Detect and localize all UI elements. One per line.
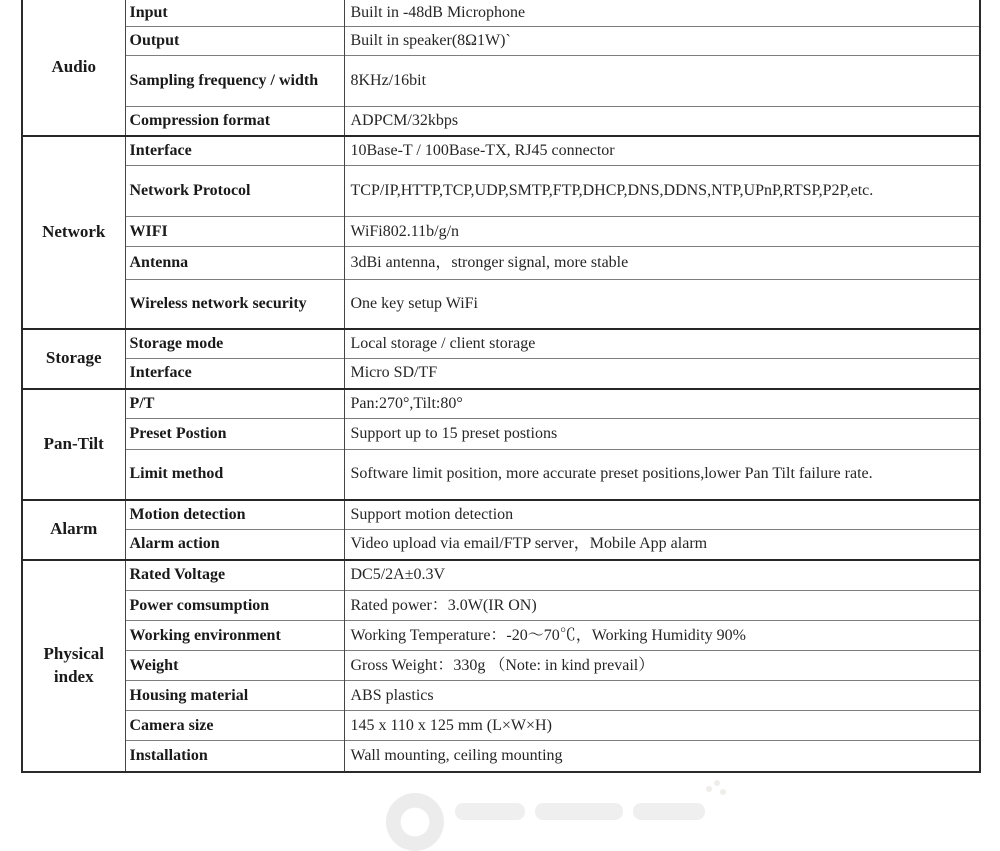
spec-value: Micro SD/TF [344,359,980,389]
spec-value: Wall mounting, ceiling mounting [344,741,980,772]
table-row [22,530,980,560]
spec-label: Antenna [125,247,344,280]
watermark-shape [714,780,720,786]
category-cell-alarm: Alarm [22,500,125,560]
table-row [22,651,980,681]
table-row [22,741,980,772]
spec-label: Network Protocol [125,166,344,217]
spec-label: Camera size [125,711,344,741]
spec-value: Built in -48dB Microphone [344,0,980,27]
table-row [22,560,980,591]
table-row [22,247,980,280]
table-row [22,107,980,136]
table-row [22,621,980,651]
spec-value: Gross Weight：330g （Note: in kind prevail） [344,651,980,681]
spec-label: Alarm action [125,530,344,560]
table-row [22,0,980,27]
table-row [22,711,980,741]
spec-label: Motion detection [125,500,344,530]
spec-value: One key setup WiFi [344,280,980,329]
spec-value: Software limit position, more accurate preset positions,lower Pan Tilt failure rate. [344,450,980,500]
spec-label: Power comsumption [125,591,344,621]
table-row [22,217,980,247]
watermark-shape [706,786,712,792]
spec-value: Rated power：3.0W(IR ON) [344,591,980,621]
spec-label: Housing material [125,681,344,711]
spec-label: Limit method [125,450,344,500]
spec-value: Local storage / client storage [344,329,980,359]
category-cell-network: Network [22,136,125,329]
table-row [22,591,980,621]
spec-value: DC5/2A±0.3V [344,560,980,591]
spec-label: Input [125,0,344,27]
spec-table [21,0,981,773]
spec-value: Video upload via email/FTP server，Mobile App alarm [344,530,980,560]
spec-label: Wireless network security [125,280,344,329]
spec-label: WIFI [125,217,344,247]
spec-label: Weight [125,651,344,681]
table-row [22,389,980,419]
spec-value: ABS plastics [344,681,980,711]
table-row [22,280,980,329]
table-row [22,500,980,530]
table-row [22,419,980,450]
spec-value: Support up to 15 preset postions [344,419,980,450]
watermark-shape [455,803,525,820]
spec-label: Interface [125,359,344,389]
table-row [22,329,980,359]
spec-label: Installation [125,741,344,772]
spec-value: ADPCM/32kbps [344,107,980,136]
category-cell-pan-tilt: Pan-Tilt [22,389,125,500]
watermark-logo-icon [386,793,444,851]
spec-label: Sampling frequency / width [125,56,344,107]
category-cell-audio: Audio [22,0,125,136]
spec-value: 3dBi antenna，stronger signal, more stable [344,247,980,280]
table-row [22,450,980,500]
spec-value: TCP/IP,HTTP,TCP,UDP,SMTP,FTP,DHCP,DNS,DDNS,NTP,UPnP,RTSP,P2P,etc. [344,166,980,217]
spec-label: Working environment [125,621,344,651]
spec-label: Rated Voltage [125,560,344,591]
spec-value: 8KHz/16bit [344,56,980,107]
spec-label: Interface [125,136,344,166]
spec-label: Storage mode [125,329,344,359]
spec-value: Pan:270°,Tilt:80° [344,389,980,419]
spec-label: Output [125,27,344,56]
spec-value: Working Temperature：-20～70℃，Working Humidity 90% [344,621,980,651]
spec-value: WiFi802.11b/g/n [344,217,980,247]
watermark-shape [720,789,726,795]
table-row [22,27,980,56]
category-cell-storage: Storage [22,329,125,389]
table-row [22,166,980,217]
table-row [22,136,980,166]
spec-value: 10Base-T / 100Base-TX, RJ45 connector [344,136,980,166]
category-cell-physical-index: Physical index [22,560,125,772]
table-row [22,56,980,107]
spec-value: Built in speaker(8Ω1W)` [344,27,980,56]
spec-label: Compression format [125,107,344,136]
spec-value: 145 x 110 x 125 mm (L×W×H) [344,711,980,741]
spec-value: Support motion detection [344,500,980,530]
watermark-shape [633,803,705,820]
spec-label: P/T [125,389,344,419]
table-row [22,681,980,711]
table-row [22,359,980,389]
watermark-shape [535,803,623,820]
spec-label: Preset Postion [125,419,344,450]
